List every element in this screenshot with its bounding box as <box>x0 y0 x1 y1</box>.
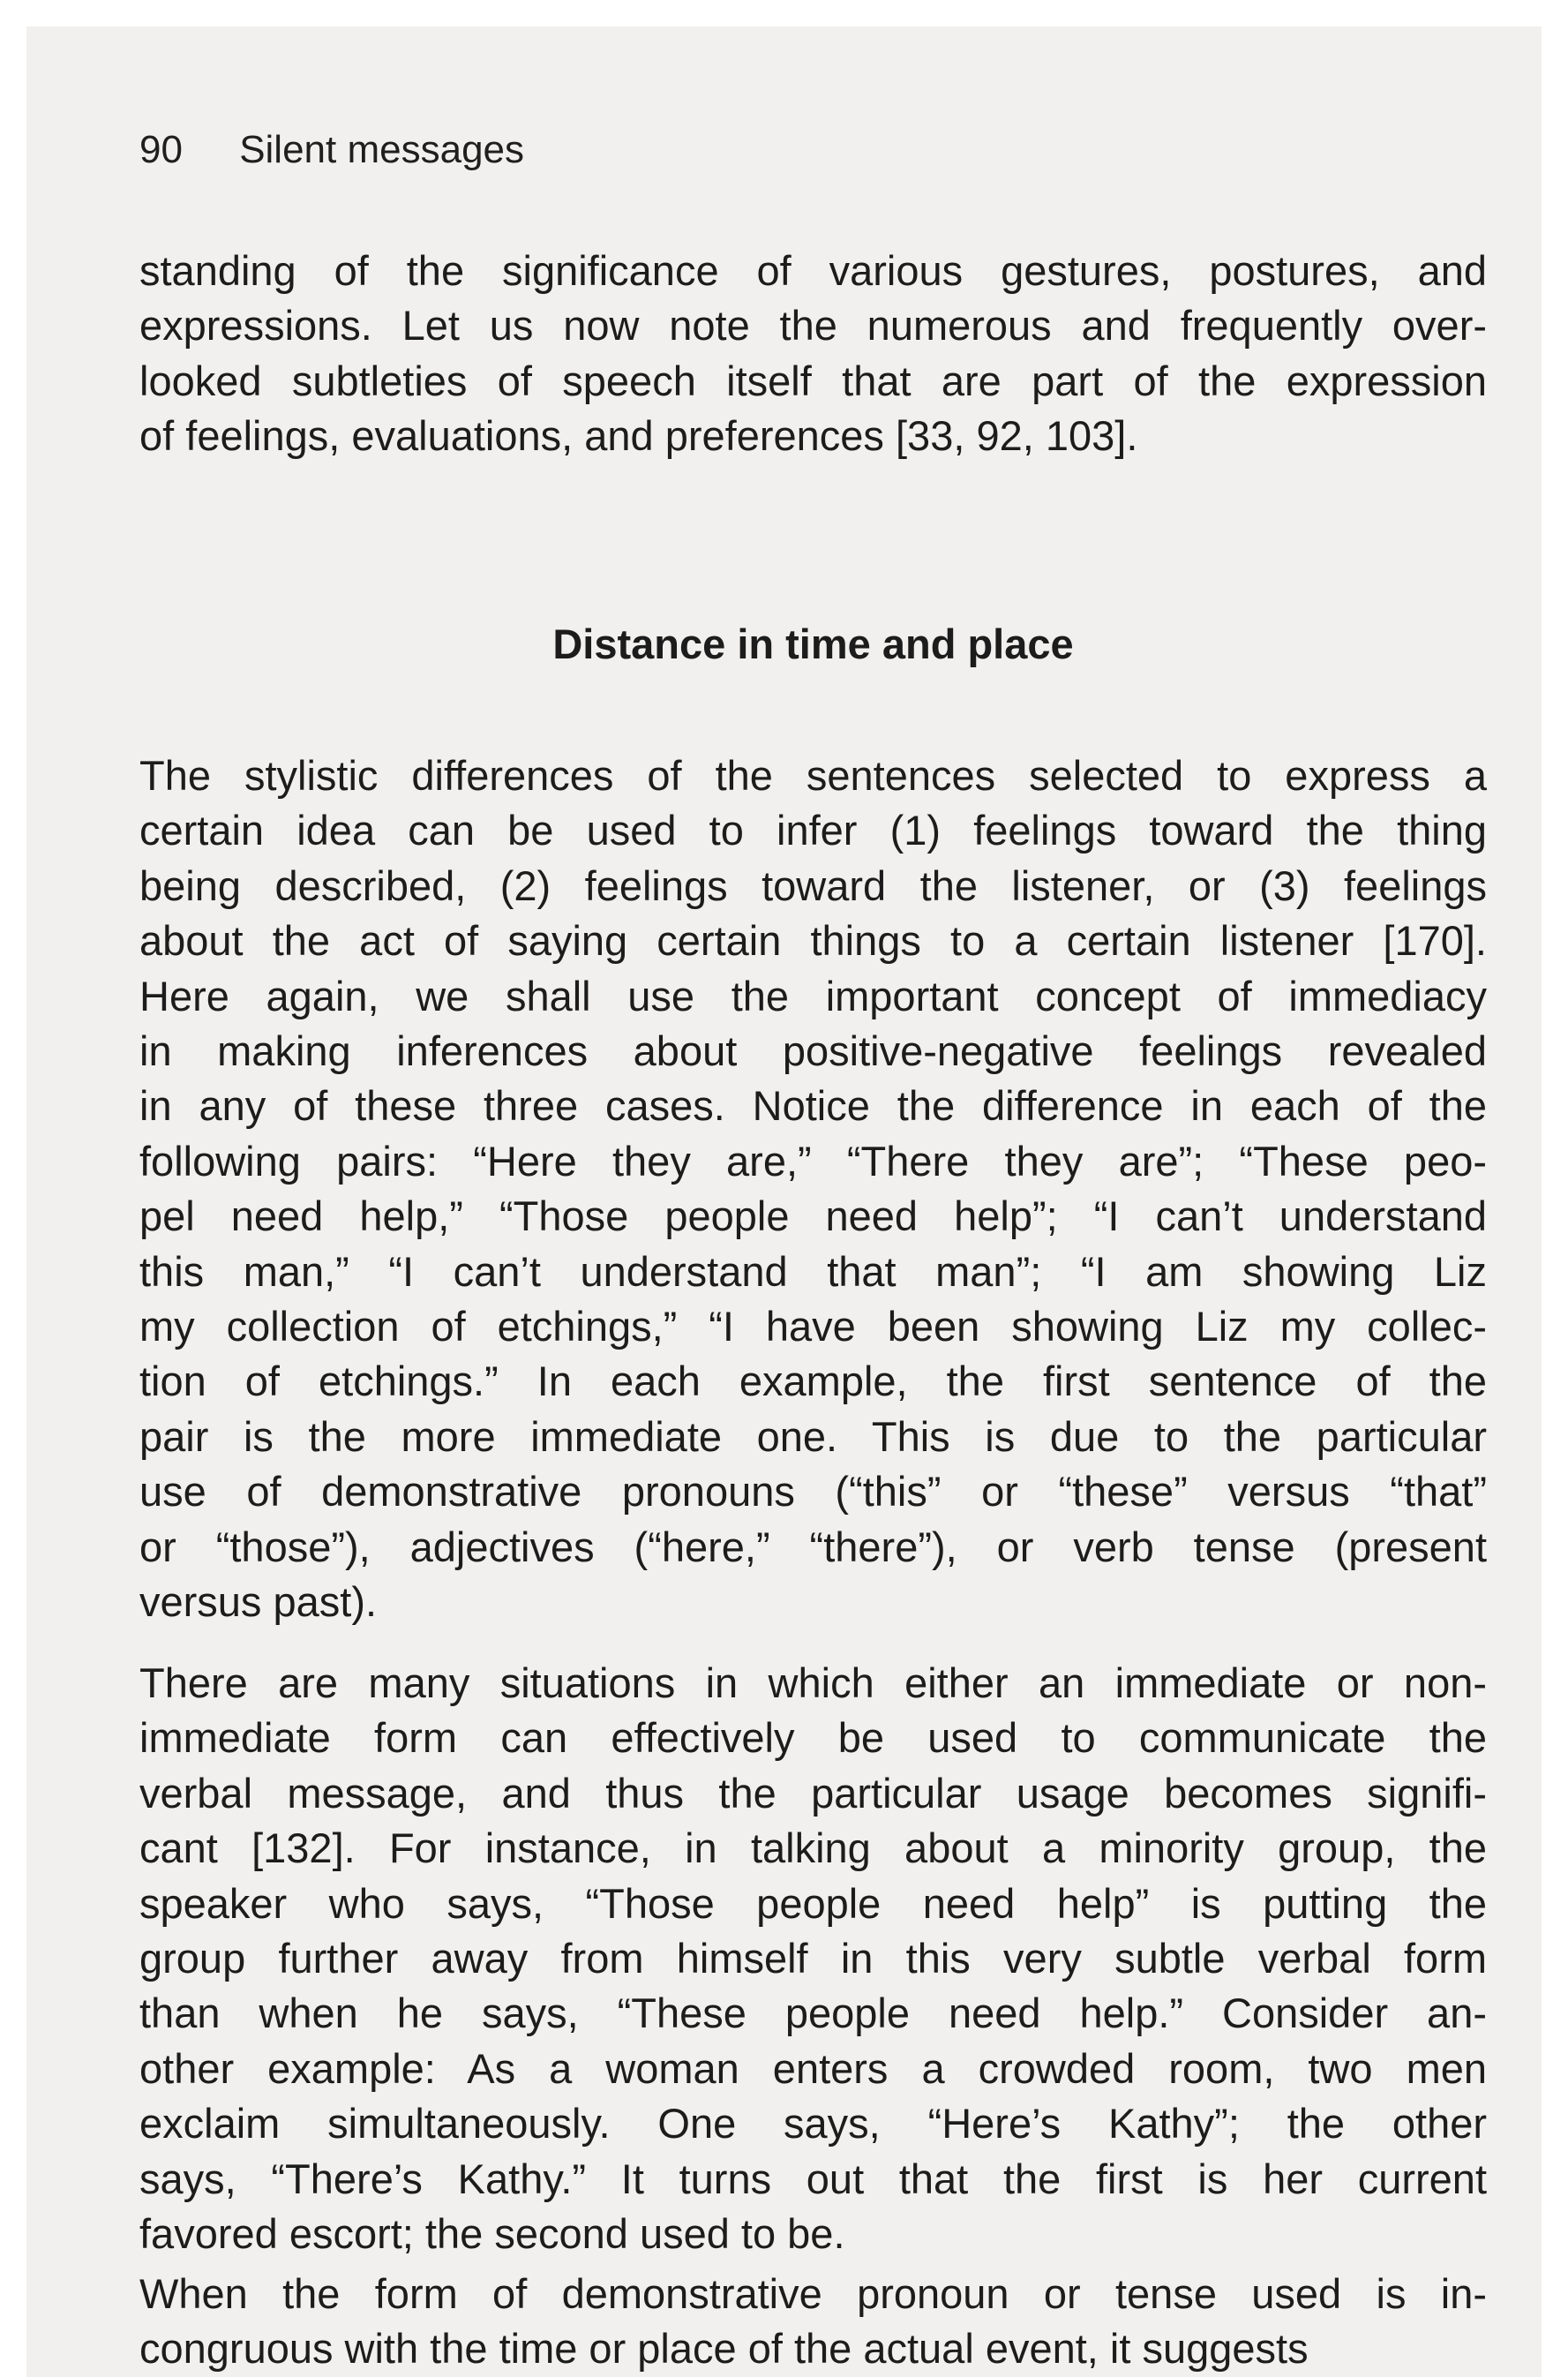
text-line: of feelings, evaluations, and preferences [33, 92, 103]. <box>139 412 1138 460</box>
text-line: standing of the significance of various gestures, postures, and <box>139 247 1487 294</box>
text-line: tion of etchings.” In each example, the first sentence of the <box>139 1358 1487 1405</box>
book-page <box>26 26 1542 2377</box>
text-line: use of demonstrative pronouns (“this” or “these” versus “that” <box>139 1468 1487 1516</box>
text-line: certain idea can be used to infer (1) feelings toward the thing <box>139 807 1487 854</box>
text-line: being described, (2) feelings toward the listener, or (3) feelings <box>139 861 1487 909</box>
page-number: 90 <box>139 128 183 171</box>
text-line: The stylistic differences of the sentences selected to express a <box>139 752 1487 799</box>
paragraph-immediate-forms <box>139 1656 1487 2261</box>
text-line: other example: As a woman enters a crowded room, two men <box>139 2044 1487 2092</box>
text-line: following pairs: “Here they are,” “There they are”; “These peo- <box>139 1137 1487 1185</box>
text-line: says, “There’s Kathy.” It turns out that the first is her current <box>139 2155 1487 2202</box>
text-line: than when he says, “These people need help.” Consider an- <box>139 1990 1487 2037</box>
text-line: about the act of saying certain things to a certain listener [170]. <box>139 917 1487 965</box>
text-line: Here again, we shall use the important concept of immediacy <box>139 972 1487 1019</box>
text-line: exclaim simultaneously. One says, “Here’s Kathy”; the other <box>139 2100 1487 2148</box>
section-heading: Distance in time and place <box>552 621 1074 667</box>
text-line: verbal message, and thus the particular usage becomes signifi- <box>139 1769 1487 1817</box>
paragraph-incongruous-forms <box>139 2267 1487 2377</box>
running-title: Silent messages <box>239 128 525 171</box>
paragraph-intro <box>139 244 1487 464</box>
text-line: favored escort; the second used to be. <box>139 2210 845 2258</box>
text-line: pair is the more immediate one. This is due to the particular <box>139 1412 1487 1460</box>
text-line: group further away from himself in this very subtle verbal form <box>139 1935 1487 1982</box>
text-line: immediate form can effectively be used to communicate the <box>139 1714 1487 1762</box>
text-line: expressions. Let us now note the numerous and frequently over- <box>139 302 1487 350</box>
text-line: congruous with the time or place of the actual event, it suggests <box>139 2325 1309 2373</box>
text-line: this man,” “I can’t understand that man”; “I am showing Liz <box>139 1247 1487 1295</box>
paragraph-stylistic-differences <box>139 748 1487 1630</box>
text-line: There are many situations in which either an immediate or non- <box>139 1659 1487 1706</box>
text-line: looked subtleties of speech itself that are part of the expression <box>139 357 1487 404</box>
text-line: When the form of demonstrative pronoun or tense used is in- <box>139 2270 1487 2317</box>
text-line: in making inferences about positive-negative feelings revealed <box>139 1027 1487 1075</box>
text-line: cant [132]. For instance, in talking about a minority group, the <box>139 1824 1487 1872</box>
text-line: pel need help,” “Those people need help”; “I can’t understand <box>139 1192 1487 1240</box>
text-line: my collection of etchings,” “I have been showing Liz my collec- <box>139 1303 1487 1350</box>
text-line: speaker who says, “Those people need help” is putting the <box>139 1879 1487 1927</box>
text-line: versus past). <box>139 1578 378 1626</box>
running-header <box>139 128 524 172</box>
text-line: or “those”), adjectives (“here,” “there”), or verb tense (present <box>139 1523 1487 1570</box>
text-line: in any of these three cases. Notice the difference in each of the <box>139 1082 1487 1130</box>
